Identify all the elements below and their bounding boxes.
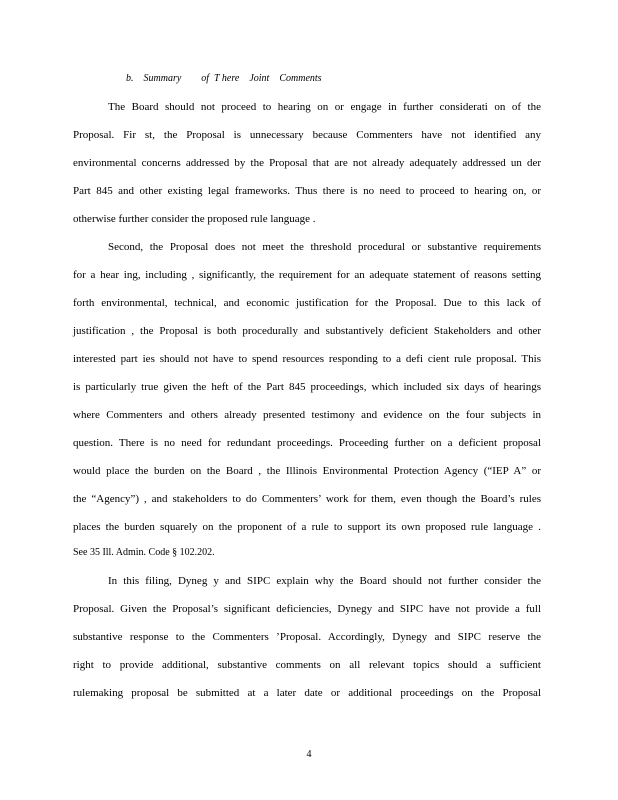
- paragraph-3-line-2: Proposal. Given the Proposal’s significant deficiencies, Dynegy and SIPC have not provide a full: [73, 603, 541, 615]
- paragraph-2-line-4: justification , the Proposal is both procedurally and substantively deficient Stakeholders and other: [73, 325, 541, 337]
- page-number: 4: [306, 749, 312, 760]
- paragraph-2-line-1: Second, the Proposal does not meet the threshold procedural or substantive requirements: [108, 241, 541, 253]
- paragraph-3-line-5: rulemaking proposal be submitted at a later date or additional proceedings on the Proposal: [73, 687, 541, 699]
- paragraph-3-line-1: In this filing, Dyneg y and SIPC explain why the Board should not further consider the: [108, 575, 541, 587]
- paragraph-2-line-10: the “Agency”) , and stakeholders to do Commenters’ work for them, even though the Board’s rules: [73, 493, 541, 505]
- paragraph-1-line-4: Part 845 and other existing legal frameworks. Thus there is no need to proceed to hearing on, or: [73, 185, 541, 197]
- paragraph-2-line-6: is particularly true given the heft of the Part 845 proceedings, which included six days of hearings: [73, 381, 541, 393]
- section-heading: b. Summary of T here Joint Comments: [126, 73, 322, 84]
- paragraph-2-line-5: interested part ies should not have to spend resources responding to a defi cient rule proposal. This: [73, 353, 541, 365]
- paragraph-1-line-5: otherwise further consider the proposed rule language .: [73, 213, 316, 225]
- paragraph-1-line-3: environmental concerns addressed by the Proposal that are not already adequately addressed un der: [73, 157, 541, 169]
- paragraph-2-line-8: question. There is no need for redundant proceedings. Proceeding further on a deficient proposal: [73, 437, 541, 449]
- paragraph-2-line-3: forth environmental, technical, and economic justification for the Proposal. Due to this lack of: [73, 297, 541, 309]
- paragraph-3-line-3: substantive response to the Commenters ’Proposal. Accordingly, Dynegy and SIPC reserve the: [73, 631, 541, 643]
- paragraph-2-line-9: would place the burden on the Board , the Illinois Environmental Protection Agency (“IEP A” or: [73, 465, 541, 477]
- paragraph-1-line-2: Proposal. Fir st, the Proposal is unnecessary because Commenters have not identified any: [73, 129, 541, 141]
- paragraph-2-citation-line: See 35 Ill. Admin. Code § 102.202.: [73, 547, 215, 558]
- paragraph-1-line-1: The Board should not proceed to hearing on or engage in further considerati on of the: [108, 101, 541, 113]
- paragraph-2-line-2: for a hear ing, including , significantly, the requirement for an adequate statement of reasons setting: [73, 269, 541, 281]
- paragraph-2-line-11: places the burden squarely on the proponent of a rule to support its own proposed rule language .: [73, 521, 541, 533]
- paragraph-2-line-7: where Commenters and others already presented testimony and evidence on the four subjects in: [73, 409, 541, 421]
- paragraph-3-line-4: right to provide additional, substantive comments on all relevant topics should a sufficient: [73, 659, 541, 671]
